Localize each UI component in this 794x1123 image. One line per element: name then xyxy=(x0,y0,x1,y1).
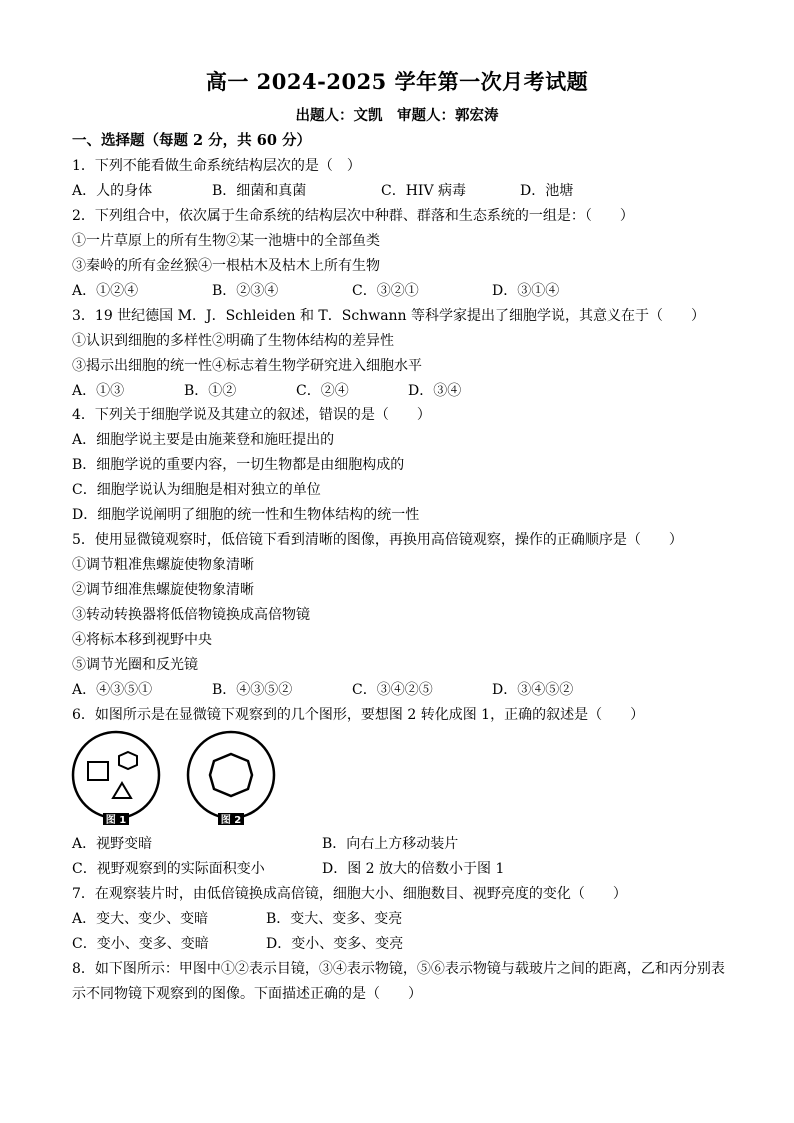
q5-option-c: C．③④②⑤ xyxy=(352,682,433,698)
fig2-label: 图 2 xyxy=(220,815,242,826)
microscope-figure xyxy=(70,727,280,827)
q4-option-a: A．细胞学说主要是由施莱登和施旺提出的 xyxy=(72,432,335,448)
q8-stem-line-1: 8．如下图所示：甲图中①②表示目镜，③④表示物镜，⑤⑥表示物镜与载玻片之间的距离，乙和丙分别表 xyxy=(72,961,725,977)
q1-option-c: C．HIV 病毒 xyxy=(381,183,467,199)
q6-option-d: D．图 2 放大的倍数小于图 1 xyxy=(322,861,505,877)
octagon-shape-large xyxy=(210,754,252,796)
q2-option-a: A．①②④ xyxy=(72,283,139,299)
q3-option-d: D．③④ xyxy=(408,383,462,399)
q1-option-d: D．池塘 xyxy=(520,183,574,199)
q3-stem: 3．19 世纪德国 M．J．Schleiden 和 T．Schwann 等科学家提出了细胞学说，其意义在于（ ） xyxy=(72,308,706,324)
triangle-shape xyxy=(113,783,131,798)
q5-option-d: D．③④⑤② xyxy=(492,682,574,698)
q4-option-c: C．细胞学说认为细胞是相对独立的单位 xyxy=(72,482,321,498)
q2-option-b: B．②③④ xyxy=(212,283,279,299)
q4-option-b: B．细胞学说的重要内容，一切生物都是由细胞构成的 xyxy=(72,457,405,473)
field-of-view-1-circle xyxy=(73,732,159,818)
q5-step-5: ⑤调节光圈和反光镜 xyxy=(72,657,198,673)
q7-option-c: C．变小、变多、变暗 xyxy=(72,936,209,952)
q7-stem: 7．在观察装片时，由低倍镜换成高倍镜，细胞大小、细胞数目、视野亮度的变化（ ） xyxy=(72,886,627,902)
q5-step-4: ④将标本移到视野中央 xyxy=(72,632,212,648)
q4-option-d: D．细胞学说阐明了细胞的统一性和生物体结构的统一性 xyxy=(72,507,420,523)
q1-option-a: A．人的身体 xyxy=(72,183,153,199)
q3-statement-1: ①认识到细胞的多样性②明确了生物体结构的差异性 xyxy=(72,333,394,349)
hexagon-shape-small xyxy=(119,752,137,769)
q7-option-a: A．变大、变少、变暗 xyxy=(72,911,209,927)
q4-stem: 4．下列关于细胞学说及其建立的叙述，错误的是（ ） xyxy=(72,407,431,423)
q3-option-b: B．①② xyxy=(184,383,237,399)
fig1-label: 图 1 xyxy=(105,815,127,826)
field-of-view-2-circle xyxy=(188,732,274,818)
q5-stem: 5．使用显微镜观察时，低倍镜下看到清晰的图像，再换用高倍镜观察，操作的正确顺序是（ ） xyxy=(72,532,683,548)
q5-option-b: B．④③⑤② xyxy=(212,682,293,698)
q6-stem: 6．如图所示是在显微镜下观察到的几个图形，要想图 2 转化成图 1，正确的叙述是（ ） xyxy=(72,707,645,723)
q6-option-a: A．视野变暗 xyxy=(72,836,153,852)
q3-option-c: C．②④ xyxy=(296,383,349,399)
section-heading: 一、选择题（每题 2 分，共 60 分） xyxy=(72,132,311,149)
page-title: 高一 2024-2025 学年第一次月考试题 xyxy=(205,69,589,94)
q8-stem-line-2: 示不同物镜下观察到的图像。下面描述正确的是（ ） xyxy=(72,986,422,1002)
q1-option-b: B．细菌和真菌 xyxy=(212,183,307,199)
q5-option-a: A．④③⑤① xyxy=(72,682,153,698)
authors-line: 出题人：文凯 审题人：郭宏涛 xyxy=(295,107,499,124)
q6-option-c: C．视野观察到的实际面积变小 xyxy=(72,861,265,877)
q2-option-c: C．③②① xyxy=(352,283,419,299)
q3-option-a: A．①③ xyxy=(72,383,125,399)
q2-statement-2: ③秦岭的所有金丝猴④一根枯木及枯木上所有生物 xyxy=(72,258,380,274)
q2-statement-1: ①一片草原上的所有生物②某一池塘中的全部鱼类 xyxy=(72,233,380,249)
q5-step-2: ②调节细准焦螺旋使物象清晰 xyxy=(72,582,254,598)
q2-stem: 2．下列组合中，依次属于生命系统的结构层次中种群、群落和生态系统的一组是：（ ） xyxy=(72,208,634,224)
q7-option-b: B．变大、变多、变亮 xyxy=(266,911,403,927)
q7-option-d: D．变小、变多、变亮 xyxy=(266,936,404,952)
square-shape xyxy=(88,762,108,780)
q2-option-d: D．③①④ xyxy=(492,283,560,299)
q1-stem: 1．下列不能看做生命系统结构层次的是（ ） xyxy=(72,158,361,174)
q5-step-3: ③转动转换器将低倍物镜换成高倍物镜 xyxy=(72,607,310,623)
q6-option-b: B．向右上方移动装片 xyxy=(322,836,459,852)
q5-step-1: ①调节粗准焦螺旋使物象清晰 xyxy=(72,557,254,573)
q3-statement-2: ③揭示出细胞的统一性④标志着生物学研究进入细胞水平 xyxy=(72,358,422,374)
